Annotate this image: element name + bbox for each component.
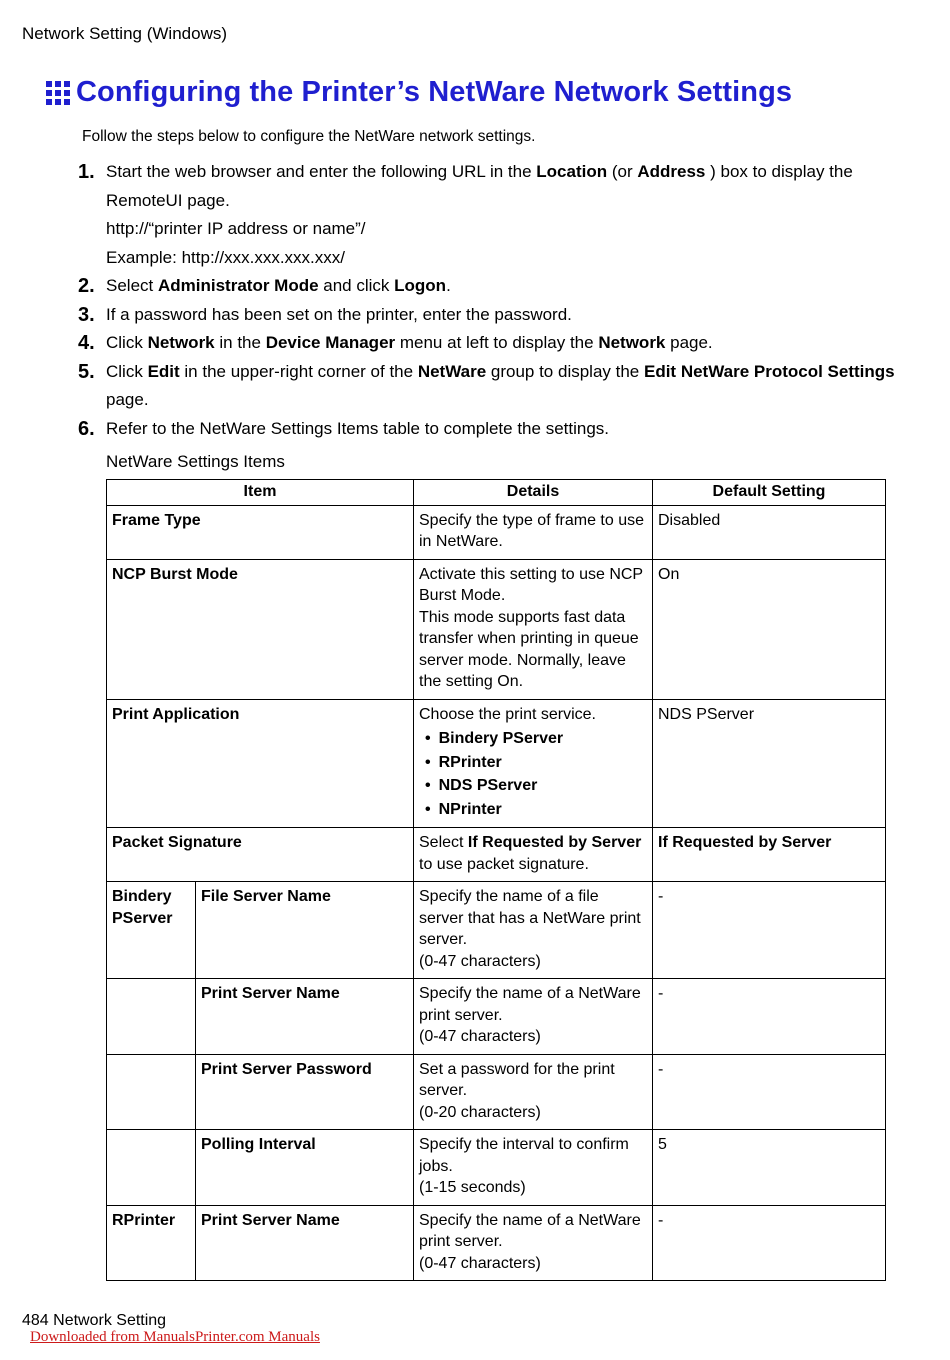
default-cell: - bbox=[653, 882, 886, 979]
page-title: Configuring the Printer’s NetWare Network Settings bbox=[76, 76, 793, 108]
default-cell: Disabled bbox=[653, 505, 886, 559]
step-number: 3. bbox=[78, 303, 95, 326]
default-cell: - bbox=[653, 1205, 886, 1281]
group-cell bbox=[107, 979, 196, 1055]
group-cell bbox=[107, 1054, 196, 1130]
item-cell: Print Application bbox=[107, 699, 414, 828]
table-row bbox=[107, 1130, 886, 1206]
step-text: Click Edit in the upper-right corner of the NetWare group to display the Edit NetWare Protocol Settings page. bbox=[106, 361, 895, 409]
step-number: 5. bbox=[78, 360, 95, 383]
item-cell: Polling Interval bbox=[196, 1130, 414, 1206]
step-number: 4. bbox=[78, 332, 95, 354]
step-text: Select Administrator Mode and click Logon. bbox=[106, 276, 451, 295]
group-cell: Bindery PServer bbox=[107, 882, 196, 979]
group-cell bbox=[107, 1130, 196, 1206]
item-cell: Print Server Name bbox=[196, 979, 414, 1055]
item-cell: Packet Signature bbox=[107, 828, 414, 882]
page-footer: 484 Network Setting bbox=[22, 1312, 167, 1329]
list-item: • RPrinter bbox=[425, 751, 647, 775]
step-4 bbox=[78, 329, 898, 358]
step-text: Refer to the NetWare Settings Items table to complete the settings. bbox=[106, 418, 610, 438]
col-header-item: Item bbox=[107, 480, 414, 506]
step-text: Click Network in the Device Manager menu at left to display the Network page. bbox=[106, 333, 713, 352]
step-6 bbox=[78, 415, 898, 444]
list-item: • Bindery PServer bbox=[425, 727, 647, 751]
table-row bbox=[107, 699, 886, 828]
table-row bbox=[107, 1205, 886, 1281]
list-item: • NPrinter bbox=[425, 798, 647, 822]
intro-text: Follow the steps below to configure the NetWare network settings. bbox=[82, 128, 536, 145]
grid-icon bbox=[46, 81, 70, 105]
item-cell: NCP Burst Mode bbox=[107, 559, 414, 699]
default-cell: NDS PServer bbox=[653, 699, 886, 828]
col-header-details: Details bbox=[414, 480, 653, 506]
default-cell: 5 bbox=[653, 1130, 886, 1206]
details-cell: Specify the interval to confirm jobs. (1-15 seconds) bbox=[414, 1130, 653, 1206]
item-cell: Frame Type bbox=[107, 505, 414, 559]
step-1 bbox=[78, 158, 898, 272]
step-5 bbox=[78, 358, 898, 415]
url-line: http://“printer IP address or name”/ bbox=[106, 219, 366, 238]
table-caption: NetWare Settings Items bbox=[106, 452, 285, 471]
details-cell: Set a password for the print server. (0-20 characters) bbox=[414, 1054, 653, 1130]
list-item: • NDS PServer bbox=[425, 774, 647, 798]
details-cell: Activate this setting to use NCP Burst Mode. This mode supports fast data transfer when printing in queue server mode. Normally, leave the setting On. bbox=[414, 559, 653, 699]
item-cell: Print Server Password bbox=[196, 1054, 414, 1130]
download-link[interactable]: Downloaded from ManualsPrinter.com Manuals bbox=[30, 1329, 320, 1345]
options-list bbox=[419, 727, 647, 821]
table-row bbox=[107, 1054, 886, 1130]
table-row bbox=[107, 979, 886, 1055]
details-cell: Specify the name of a NetWare print server. (0-47 characters) bbox=[414, 1205, 653, 1281]
default-cell: - bbox=[653, 1054, 886, 1130]
step-number: 1. bbox=[78, 161, 95, 183]
details-cell: Specify the name of a file server that has a NetWare print server. (0-47 characters) bbox=[414, 882, 653, 979]
steps-list bbox=[78, 158, 898, 443]
group-cell: RPrinter bbox=[107, 1205, 196, 1281]
item-cell: Print Server Name bbox=[196, 1205, 414, 1281]
step-2 bbox=[78, 272, 898, 301]
col-header-default: Default Setting bbox=[653, 480, 886, 506]
details-cell: Specify the name of a NetWare print server. (0-47 characters) bbox=[414, 979, 653, 1055]
example-line: Example: http://xxx.xxx.xxx.xxx/ bbox=[106, 247, 346, 267]
step-text: Start the web browser and enter the following URL in the Location (or Address ) box to display the RemoteUI page. http://“printer IP address or name”/ Example: http://xxx.xxx.xxx.xxx/ bbox=[106, 158, 898, 272]
table-row bbox=[107, 828, 886, 882]
item-cell: File Server Name bbox=[196, 882, 414, 979]
default-cell: If Requested by Server bbox=[653, 828, 886, 882]
table-header-row bbox=[107, 480, 886, 506]
table-row bbox=[107, 559, 886, 699]
table-row bbox=[107, 882, 886, 979]
default-cell: On bbox=[653, 559, 886, 699]
table-row bbox=[107, 505, 886, 559]
details-cell: Specify the type of frame to use in NetWare. bbox=[414, 505, 653, 559]
default-cell: - bbox=[653, 979, 886, 1055]
step-number: 2. bbox=[78, 275, 95, 297]
netware-settings-table bbox=[106, 479, 886, 1281]
running-header: Network Setting (Windows) bbox=[22, 24, 228, 43]
details-cell: Select If Requested by Server to use packet signature. bbox=[414, 828, 653, 882]
step-3 bbox=[78, 301, 898, 330]
step-number: 6. bbox=[78, 417, 95, 440]
step-text: If a password has been set on the printer, enter the password. bbox=[106, 304, 572, 324]
details-cell: Choose the print service. • Bindery PServer • RPrinter • NDS PServer • NPrinter bbox=[414, 699, 653, 828]
section-title bbox=[46, 76, 792, 109]
